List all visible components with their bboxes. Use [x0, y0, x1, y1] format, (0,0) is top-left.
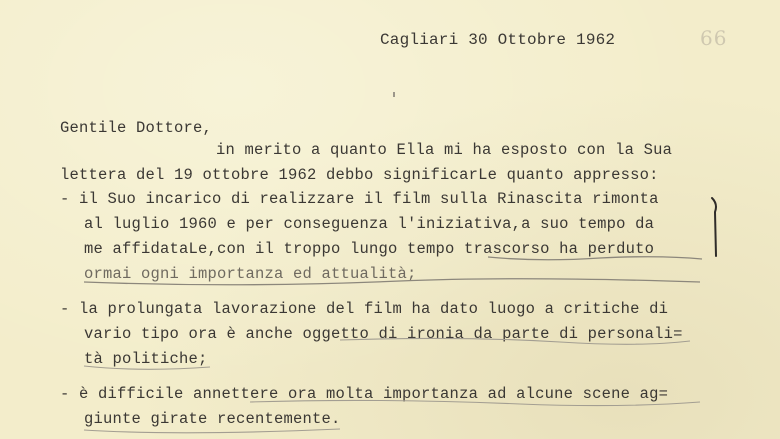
page-number-pencil: 66 — [700, 26, 728, 50]
bullet-1-line-4: ormai ogni importanza ed attualità; — [84, 265, 417, 283]
bullet-3-line-1: - è difficile annettere ora molta importanza ad alcune scene ag= — [60, 385, 669, 403]
stray-mark — [393, 92, 395, 97]
paragraph-line-2: lettera del 19 ottobre 1962 debbo significarLe quanto appresso: — [60, 166, 659, 184]
date-line: Cagliari 30 Ottobre 1962 — [380, 31, 616, 49]
bullet-2-line-1: - la prolungata lavorazione del film ha dato luogo a critiche di — [60, 300, 669, 318]
pencil-bracket-mark — [712, 198, 716, 256]
salutation: Gentile Dottore, — [60, 119, 213, 137]
bullet-1-line-2: al luglio 1960 e per conseguenza l'iniziativa,a suo tempo da — [84, 215, 655, 233]
bullet-1-line-3: me affidataLe,con il troppo lungo tempo trascorso ha perduto — [84, 240, 655, 258]
bullet-2-line-3: tà politiche; — [84, 350, 208, 368]
bullet-1-line-1: - il Suo incarico di realizzare il film sulla Rinascita rimonta — [60, 190, 659, 208]
bullet-2-line-2: vario tipo ora è anche oggetto di ironia da parte di personali= — [84, 325, 683, 343]
pencil-underline-6 — [84, 429, 340, 433]
bullet-3-line-2: giunte girate recentemente. — [84, 410, 341, 428]
paragraph-line-1: in merito a quanto Ella mi ha esposto con la Sua — [216, 141, 673, 159]
